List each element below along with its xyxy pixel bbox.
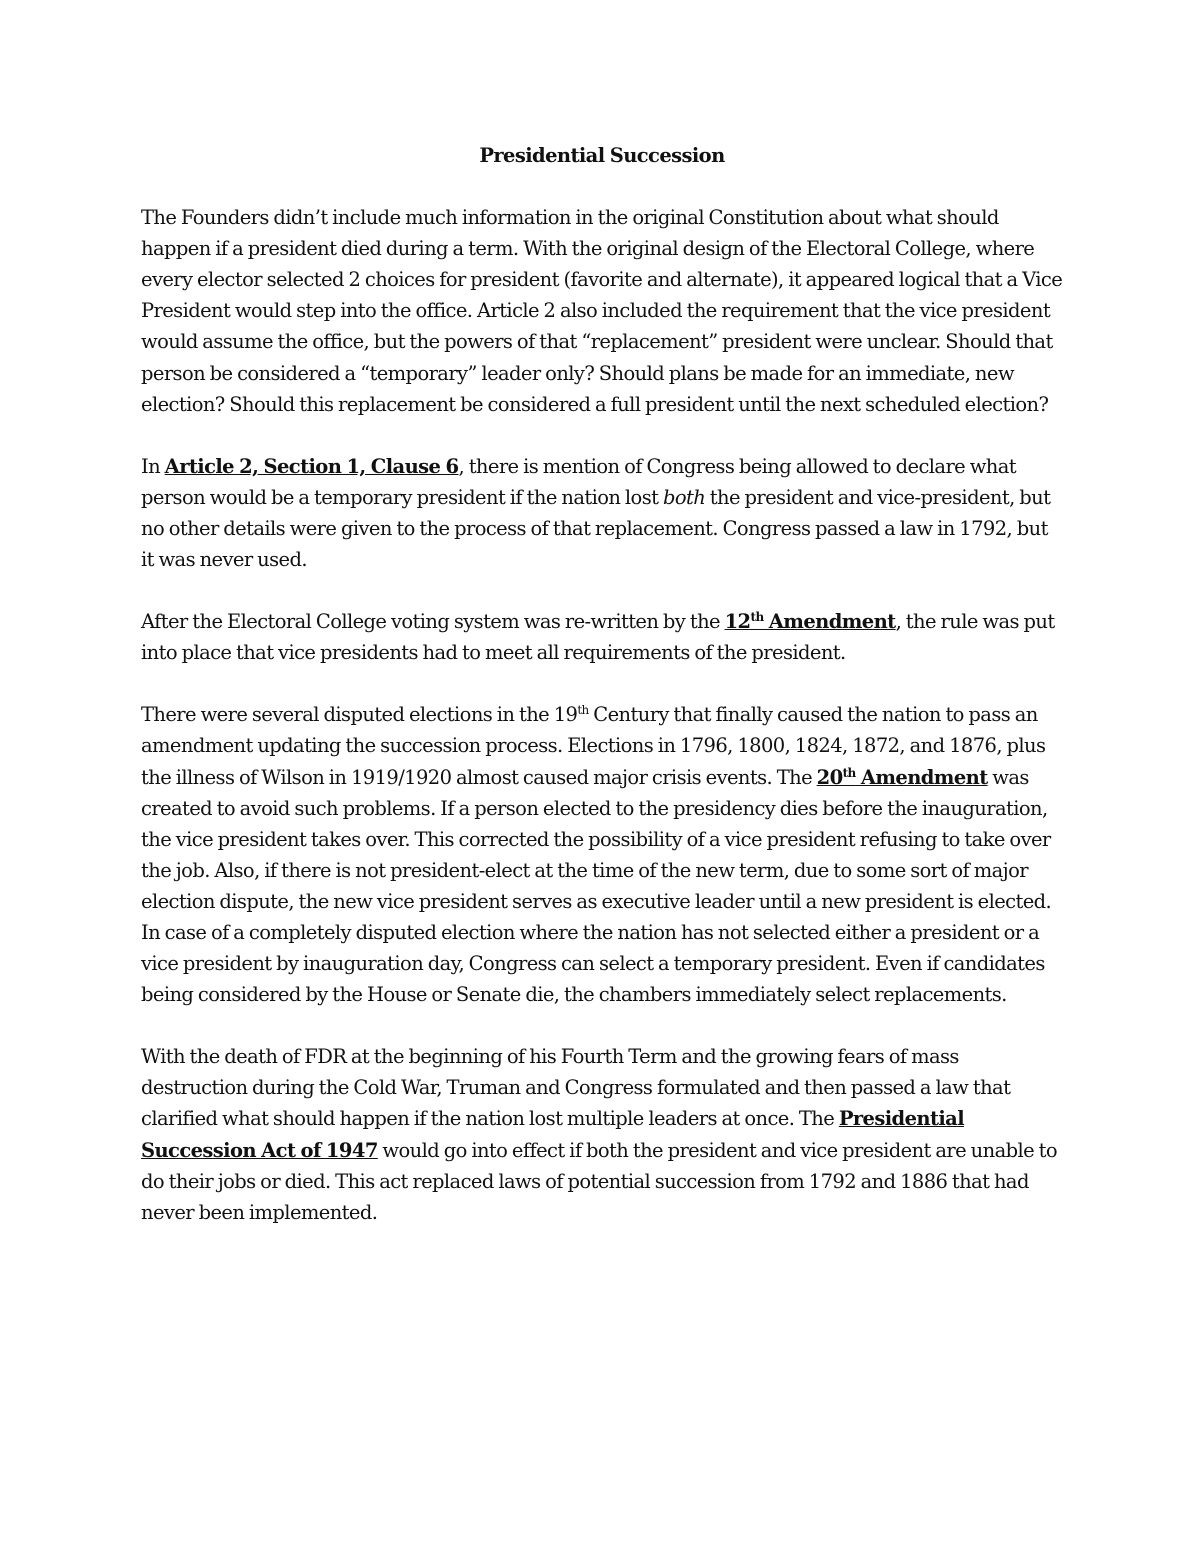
text-run: the president and vice-president, but no other details were given to the process of that replacement. Congress passed a law in 1792, but it was never used. <box>141 485 1051 572</box>
page-title: Presidential Succession <box>479 144 725 167</box>
emphasis-both: both <box>662 485 706 509</box>
text-run: would go into effect if both the president and vice president are unable to do their jobs or died. This act replaced laws of potential succession from 1792 and 1886 that had never been implemented. <box>141 1138 1058 1224</box>
text-run: With the death of FDR at the beginning of his Fourth Term and the growing fears of mass destruction during the Cold War, Truman and Congress formulated and then passed a law that clarified what should happen if the nation lost multiple leaders at once. The <box>141 1045 1011 1131</box>
document-body <box>141 140 1063 1259</box>
ordinal-superscript: th <box>577 703 589 718</box>
12th-amendment-link[interactable] <box>725 610 896 633</box>
link-number: 12 <box>724 610 751 634</box>
text-run: , there is mention of Congress being allowed to declare what person would be a temporary president if the nation lost <box>141 454 1017 509</box>
succession-act-link[interactable]: Presidential Succession Act of 1947 <box>141 1107 965 1162</box>
paragraph-article-2 <box>141 451 1063 575</box>
text-run: There were several disputed elections in the 19 <box>141 703 578 727</box>
text-run: After the Electoral College voting system was re-written by the <box>141 610 725 634</box>
paragraph-intro <box>141 202 1063 420</box>
link-number: 20 <box>816 765 843 789</box>
article-2-link[interactable]: Article 2, Section 1, Clause 6 <box>164 454 459 478</box>
ordinal-superscript: th <box>842 765 856 780</box>
20th-amendment-link[interactable] <box>817 766 988 789</box>
text-run: , the rule was put into place that vice presidents had to meet all requirements of the president. <box>141 610 1055 665</box>
paragraph-succession-act <box>141 1041 1063 1228</box>
paragraph-12th-amendment <box>141 606 1063 668</box>
ordinal-superscript: th <box>750 610 764 625</box>
text-run: Century that finally caused the nation to pass an amendment updating the succession process. Elections in 1796, 1800, 1824, 1872, and 1876, plus the illness of Wilson in 1919/1920 almost caused major crisis events. The <box>141 703 1046 789</box>
text-run: was created to avoid such problems. If a person elected to the presidency dies before the inauguration, the vice president takes over. This corrected the possibility of a vice president refusing to take over the job. Also, if there is not president-elect at the time of the new term, due to some sort of major election dispute, the new vice president serves as executive leader until a new president is elected. In case of a completely disputed election where the nation has not selected either a president or a vice president by inauguration day, Congress can select a temporary president. Even if candidates being considered by the House or Senate die, the chambers immediately select replacements. <box>141 765 1052 1007</box>
paragraph-20th-amendment <box>141 699 1063 1010</box>
text-run: In <box>141 454 165 478</box>
paragraph-intro-text: The Founders didn’t include much information in the original Constitution about what should happen if a president died during a term. With the original design of the Electoral College, where every elector selected 2 choices for president (favorite and alternate), it appeared logical that a Vice President would step into the office. Article 2 also included the requirement that the vice president would assume the office, but the powers of that “replacement” president were unclear. Should that person be considered a “temporary” leader only? Should plans be made for an immediate, new election? Should this replacement be considered a full president until the next scheduled election? <box>141 206 1063 416</box>
link-text: Amendment <box>763 610 896 634</box>
link-text: Amendment <box>855 765 988 789</box>
